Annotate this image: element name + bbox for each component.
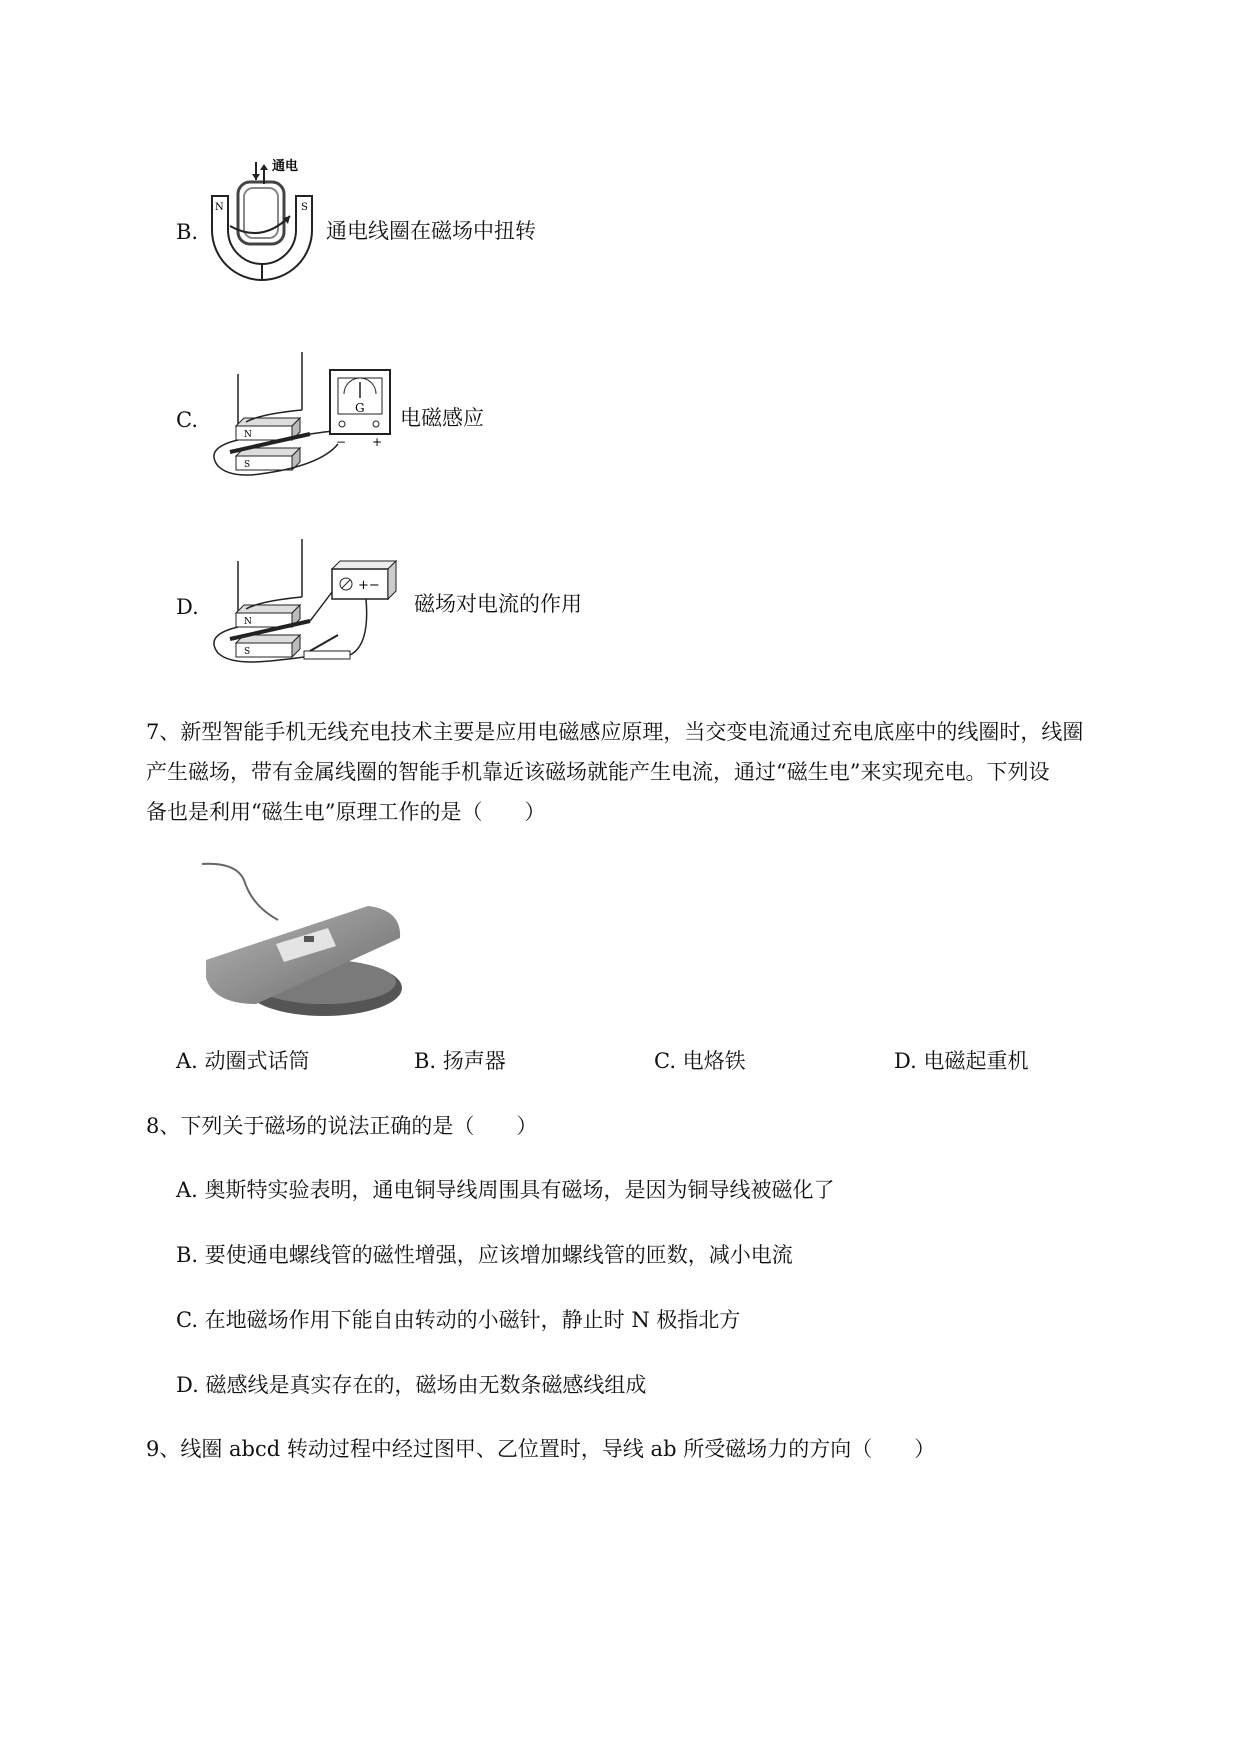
question-8-stem: 8、下列关于磁场的说法正确的是（ ）: [146, 1114, 538, 1138]
coil-in-magnet-figure: [208, 158, 318, 288]
wireless-charger-photo: [196, 858, 406, 1018]
q8-option-c[interactable]: C. 在地磁场作用下能自由转动的小磁针，静止时 N 极指北方: [176, 1308, 741, 1332]
pole-n-label: N: [215, 202, 224, 213]
electromagnetic-induction-figure: [200, 348, 400, 478]
question-7-line3: 备也是利用“磁生电”原理工作的是（ ）: [146, 800, 546, 824]
q7-option-c[interactable]: C. 电烙铁: [654, 1049, 746, 1073]
question-7-line2: 产生磁场，带有金属线圈的智能手机靠近该磁场就能产生电流，通过“磁生电”来实现充电。下列设: [146, 760, 1050, 784]
pole-n-label: N: [244, 617, 252, 627]
q8-option-d[interactable]: D. 磁感线是真实存在的，磁场由无数条磁感线组成: [176, 1373, 647, 1397]
option-d-letter: D.: [176, 595, 199, 619]
source-label: +−: [358, 578, 380, 593]
option-b-caption: 通电线圈在磁场中扭转: [326, 219, 536, 243]
force-on-current-figure: [200, 535, 400, 665]
pole-n-label: N: [244, 430, 252, 440]
current-label: 通电: [272, 159, 299, 174]
question-9-stem: 9、线圈 abcd 转动过程中经过图甲、乙位置时，导线 ab 所受磁场力的方向（ ）: [146, 1437, 936, 1461]
q7-option-a[interactable]: A. 动圈式话筒: [176, 1049, 310, 1073]
option-c-caption: 电磁感应: [400, 406, 484, 430]
option-d-caption: 磁场对电流的作用: [414, 592, 582, 616]
option-c-letter: C.: [176, 408, 198, 432]
minus-label: −: [336, 435, 347, 449]
q7-option-d[interactable]: D. 电磁起重机: [894, 1049, 1029, 1073]
plus-label: +: [372, 435, 383, 449]
q8-option-b[interactable]: B. 要使通电螺线管的磁性增强，应该增加螺线管的匝数，减小电流: [176, 1243, 793, 1267]
question-7-line1: 7、新型智能手机无线充电技术主要是应用电磁感应原理，当交变电流通过充电底座中的线圈时，线圈: [146, 720, 1084, 744]
option-b-letter: B.: [176, 220, 199, 244]
q7-option-b[interactable]: B. 扬声器: [414, 1049, 506, 1073]
question-7-stem: [146, 712, 1146, 832]
pole-s-label: S: [244, 647, 251, 657]
q8-option-a[interactable]: A. 奥斯特实验表明，通电铜导线周围具有磁场，是因为铜导线被磁化了: [176, 1178, 835, 1202]
pole-s-label: S: [301, 202, 308, 213]
meter-label: G: [355, 401, 365, 415]
pole-s-label: S: [244, 460, 251, 470]
